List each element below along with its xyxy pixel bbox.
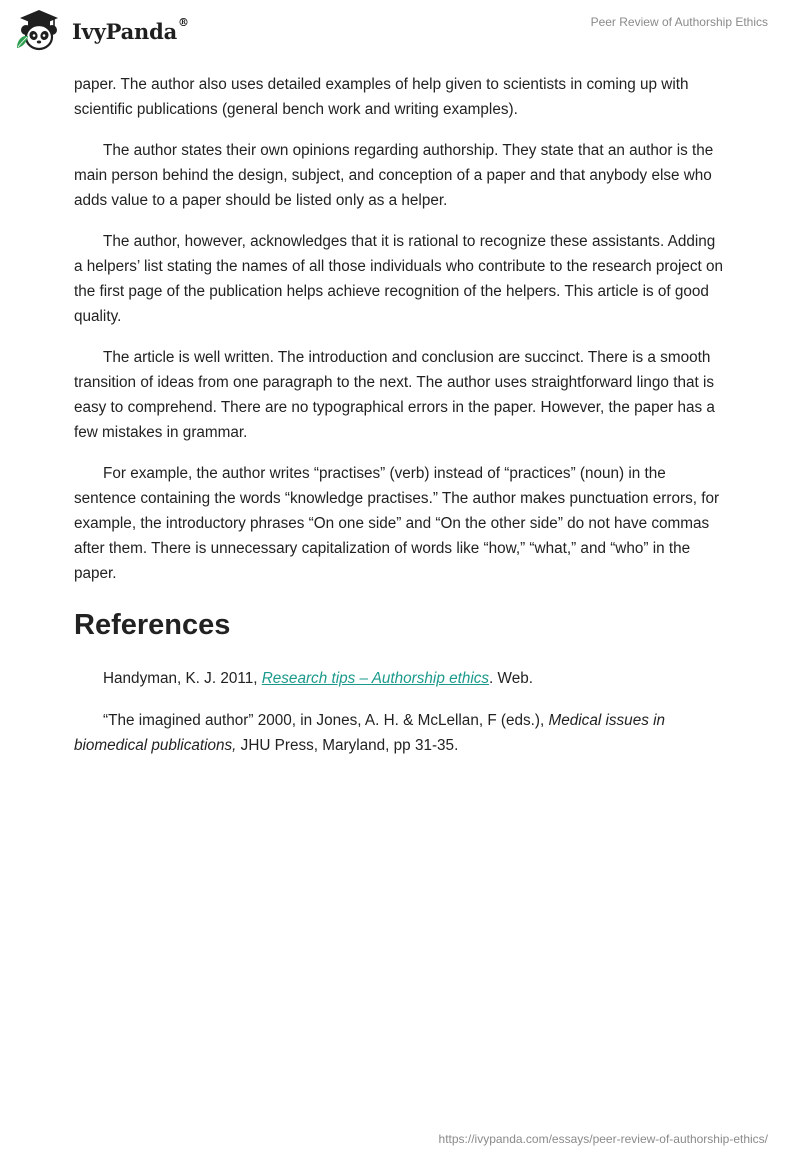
reference-text: Handyman, K. J. 2011,	[103, 670, 262, 687]
reference-text: JHU Press, Maryland, pp 31-35.	[236, 737, 459, 754]
body-paragraph: The article is well written. The introduction and conclusion are succinct. There is a smooth transition of ideas from one paragraph to the next. The author uses straightforward lingo that is easy to comprehend. There are no typographical errors in the paper. However, the paper has a few mistakes in grammar.	[74, 349, 715, 441]
body-paragraph: For example, the author writes “practises” (verb) instead of “practices” (noun) in the sentence containing the words “knowledge practises.” The author makes punctuation errors, for example, the introductory phrases “On one side” and “On the other side” do not have commas after them. There is unnecessary capitalization of words like “how,” “what,” and “who” in the paper.	[74, 465, 720, 582]
page-header	[0, 0, 800, 60]
reference-entry	[74, 708, 724, 758]
reference-text: . Web.	[489, 670, 533, 687]
ivypanda-logo[interactable]	[14, 8, 189, 52]
references-heading: References	[74, 609, 231, 641]
body-paragraph: The author, however, acknowledges that it is rational to recognize these assistants. Adding a helpers’ list stating the names of all those individuals who contribute to the research project on the first page of the publication helps achieve recognition of the helpers. This article is of good quality.	[74, 233, 724, 325]
reference-title: Medical issues in biomedical publications,	[74, 712, 666, 754]
reference-entry	[74, 666, 724, 691]
panda-graduate-icon	[14, 8, 64, 52]
reference-link[interactable]: Research tips – Authorship ethics	[261, 670, 490, 687]
running-title: Peer Review of Authorship Ethics	[590, 15, 768, 29]
reference-text: “The imagined author” 2000, in Jones, A. H. & McLellan, F (eds.),	[103, 712, 549, 729]
body-paragraph: The author states their own opinions regarding authorship. They state that an author is the main person behind the design, subject, and conception of a paper and that anybody else who adds value to a paper should be listed only as a helper.	[74, 142, 714, 209]
body-paragraph: paper. The author also uses detailed examples of help given to scientists in coming up with scientific publications (general bench work and writing examples).	[74, 76, 689, 118]
footer-url[interactable]: https://ivypanda.com/essays/peer-review-of-authorship-ethics/	[438, 1132, 768, 1146]
essay-content	[74, 72, 724, 775]
logo-wordmark: IvyPanda®	[72, 15, 189, 44]
